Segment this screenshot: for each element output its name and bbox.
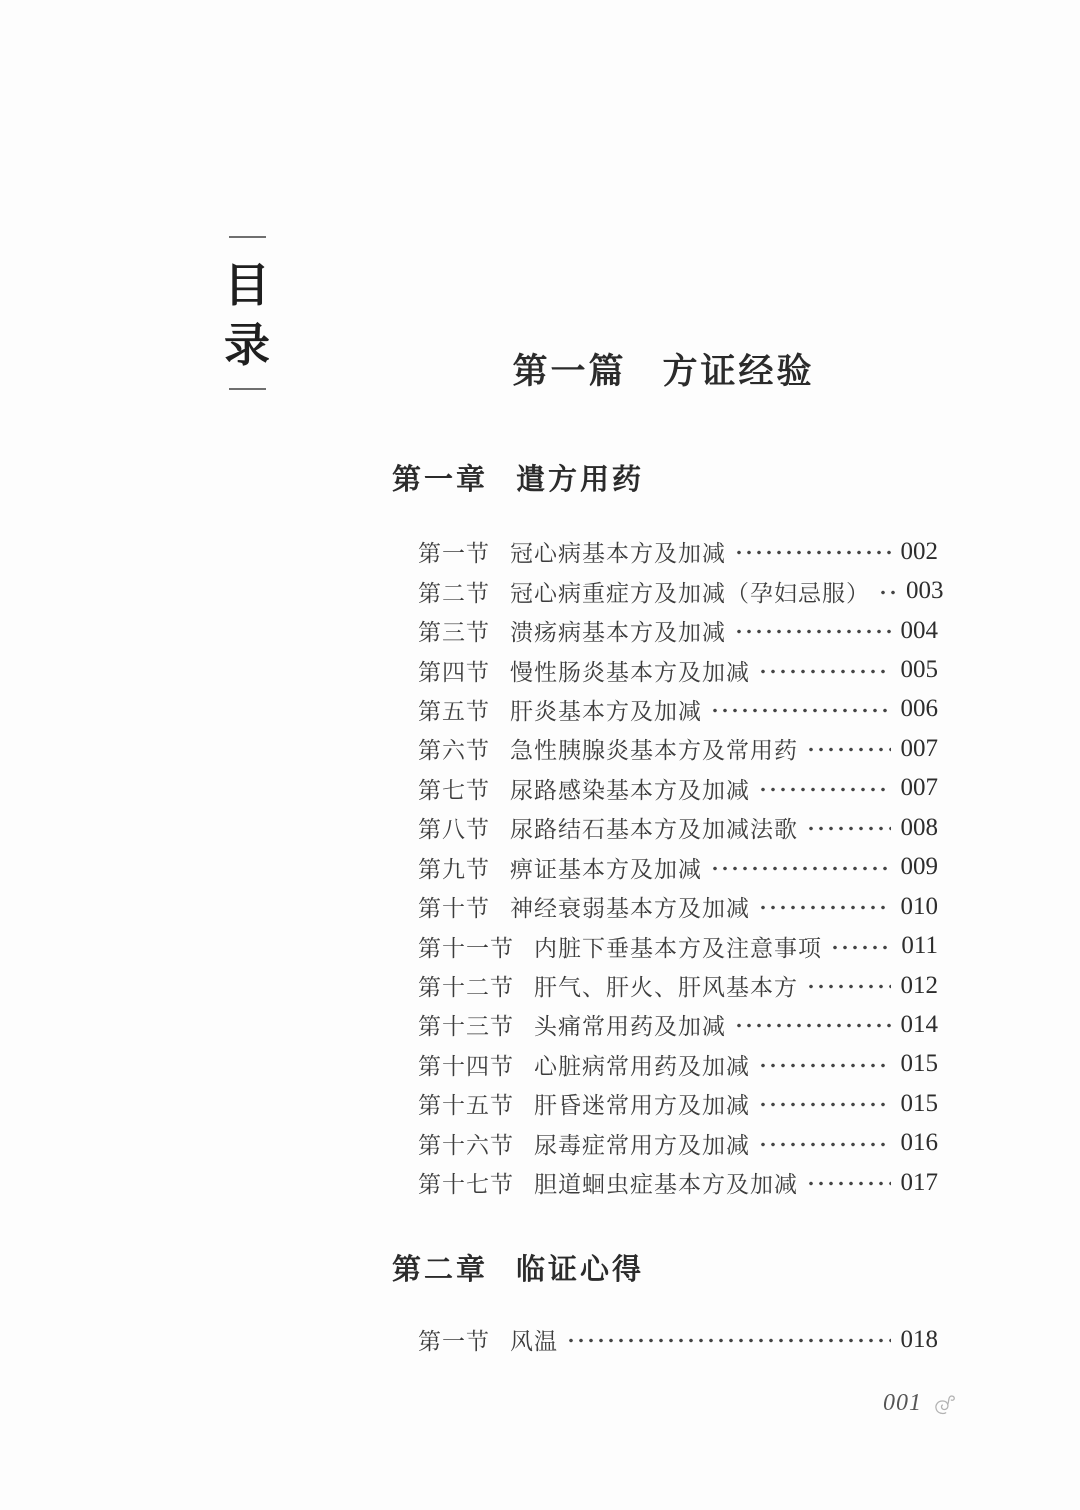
dot-leader bbox=[806, 826, 891, 831]
toc-entry-title: 心脏病常用药及加减 bbox=[534, 1053, 750, 1079]
dot-leader bbox=[806, 1181, 891, 1186]
chapter-2-heading bbox=[392, 1252, 644, 1288]
toc-entry-page-number: 012 bbox=[900, 971, 938, 999]
toc-entry bbox=[418, 848, 938, 887]
toc-entry bbox=[418, 729, 938, 768]
toc-entry-page-number: 014 bbox=[900, 1010, 938, 1038]
part-name: 方证经验 bbox=[662, 352, 815, 391]
toc-entry-label: 第十一节 bbox=[418, 935, 514, 961]
toc-entry bbox=[418, 926, 938, 965]
chapter-1-name: 遣方用药 bbox=[516, 464, 645, 496]
dot-leader bbox=[710, 866, 891, 871]
toc-entry bbox=[418, 690, 938, 729]
toc-entry-title: 溃疡病基本方及加减 bbox=[510, 620, 726, 646]
toc-label-char-lu: 录 bbox=[224, 320, 270, 371]
toc-entry-page-number: 018 bbox=[900, 1325, 938, 1353]
toc-entry-page-number: 009 bbox=[900, 853, 938, 881]
toc-entry-label: 第十节 bbox=[418, 896, 490, 922]
toc-entry-page-number: 015 bbox=[900, 1050, 938, 1078]
toc-entry-title: 尿路感染基本方及加减 bbox=[510, 777, 750, 803]
toc-entry bbox=[418, 611, 938, 650]
dot-leader bbox=[830, 945, 891, 950]
toc-entry-title: 肝气、肝火、肝风基本方 bbox=[534, 975, 798, 1001]
dot-leader bbox=[878, 590, 896, 595]
toc-entry-title: 冠心病重症方及加减（孕妇忌服） bbox=[510, 580, 870, 606]
toc-entry-page-number: 016 bbox=[900, 1129, 938, 1157]
toc-entry-page-number: 015 bbox=[900, 1089, 938, 1117]
chapter-1-heading bbox=[392, 462, 644, 498]
toc-entry-label: 第二节 bbox=[418, 580, 490, 606]
dot-leader bbox=[758, 1063, 891, 1068]
toc-entry-label: 第十七节 bbox=[418, 1172, 514, 1198]
toc-entry bbox=[418, 1045, 938, 1084]
toc-entry-page-number: 008 bbox=[900, 813, 938, 841]
dot-leader bbox=[758, 669, 891, 674]
toc-entry-page-number: 007 bbox=[900, 734, 938, 762]
dot-leader bbox=[806, 984, 891, 989]
folio-page-number: 001 bbox=[883, 1390, 922, 1416]
chapter-2-label: 第二章 bbox=[392, 1254, 489, 1286]
toc-entry-page-number: 004 bbox=[900, 616, 938, 644]
toc-entry-label: 第九节 bbox=[418, 856, 490, 882]
toc-entry-title: 风温 bbox=[510, 1329, 558, 1355]
toc-entry bbox=[418, 1084, 938, 1123]
dot-leader bbox=[734, 1023, 891, 1028]
toc-entry-label: 第一节 bbox=[418, 1329, 490, 1355]
toc-entry-title: 痹证基本方及加减 bbox=[510, 856, 702, 882]
toc-entry-page-number: 017 bbox=[900, 1168, 938, 1196]
toc-label-char-mu: 目 bbox=[224, 260, 270, 311]
toc-entry bbox=[418, 650, 938, 689]
toc-entry-label: 第六节 bbox=[418, 738, 490, 764]
dot-leader bbox=[734, 629, 891, 634]
dot-leader bbox=[758, 905, 891, 910]
part-label: 第一篇 bbox=[512, 352, 627, 391]
chapter-2-entries bbox=[418, 1320, 938, 1359]
toc-entry-page-number: 003 bbox=[906, 577, 944, 605]
toc-entry-page-number: 011 bbox=[901, 932, 938, 960]
header-rule-bottom bbox=[229, 388, 266, 390]
chapter-2-name: 临证心得 bbox=[516, 1254, 645, 1286]
chapter-1-label: 第一章 bbox=[392, 464, 489, 496]
page-footer bbox=[883, 1389, 960, 1418]
toc-entry bbox=[418, 1320, 938, 1359]
dot-leader bbox=[758, 1142, 891, 1147]
header-rule-top bbox=[229, 236, 266, 238]
toc-entry bbox=[418, 1163, 938, 1202]
toc-entry-page-number: 006 bbox=[900, 695, 938, 723]
dot-leader bbox=[758, 1102, 891, 1107]
toc-entry-label: 第十三节 bbox=[418, 1014, 514, 1040]
toc-entry bbox=[418, 769, 938, 808]
toc-header bbox=[224, 236, 270, 390]
chapter-1-entries bbox=[418, 532, 944, 1202]
toc-entry bbox=[418, 1005, 938, 1044]
dot-leader bbox=[566, 1338, 891, 1343]
toc-entry-title: 尿毒症常用方及加减 bbox=[534, 1132, 750, 1158]
dot-leader bbox=[710, 708, 891, 713]
toc-entry-title: 慢性肠炎基本方及加减 bbox=[510, 659, 750, 685]
toc-entry bbox=[418, 808, 938, 847]
toc-entry-title: 内脏下垂基本方及注意事项 bbox=[534, 935, 822, 961]
toc-entry-label: 第十二节 bbox=[418, 975, 514, 1001]
toc-entry bbox=[418, 571, 944, 610]
toc-entry-title: 胆道蛔虫症基本方及加减 bbox=[534, 1172, 798, 1198]
toc-entry-title: 冠心病基本方及加减 bbox=[510, 541, 726, 567]
toc-entry-page-number: 005 bbox=[900, 656, 938, 684]
toc-entry bbox=[418, 1124, 938, 1163]
toc-entry bbox=[418, 966, 938, 1005]
part-title bbox=[390, 351, 937, 393]
toc-entry-label: 第五节 bbox=[418, 698, 490, 724]
toc-entry-label: 第三节 bbox=[418, 620, 490, 646]
toc-entry-title: 头痛常用药及加减 bbox=[534, 1014, 726, 1040]
toc-entry-label: 第十五节 bbox=[418, 1093, 514, 1119]
toc-entry-page-number: 007 bbox=[900, 774, 938, 802]
toc-entry-label: 第一节 bbox=[418, 541, 490, 567]
dot-leader bbox=[758, 787, 891, 792]
toc-entry-label: 第十四节 bbox=[418, 1053, 514, 1079]
toc-entry-title: 肝昏迷常用方及加减 bbox=[534, 1093, 750, 1119]
toc-entry-title: 急性胰腺炎基本方及常用药 bbox=[510, 738, 798, 764]
toc-entry-label: 第七节 bbox=[418, 777, 490, 803]
dot-leader bbox=[806, 747, 891, 752]
toc-entry-label: 第八节 bbox=[418, 817, 490, 843]
toc-entry-title: 神经衰弱基本方及加减 bbox=[510, 896, 750, 922]
toc-entry bbox=[418, 887, 938, 926]
cloud-curl-icon bbox=[931, 1389, 960, 1418]
toc-entry-title: 尿路结石基本方及加减法歌 bbox=[510, 817, 798, 843]
toc-entry-page-number: 010 bbox=[900, 892, 938, 920]
toc-entry-title: 肝炎基本方及加减 bbox=[510, 698, 702, 724]
toc-entry-label: 第四节 bbox=[418, 659, 490, 685]
toc-entry-page-number: 002 bbox=[900, 537, 938, 565]
toc-entry bbox=[418, 532, 938, 571]
toc-entry-label: 第十六节 bbox=[418, 1132, 514, 1158]
dot-leader bbox=[734, 550, 891, 555]
